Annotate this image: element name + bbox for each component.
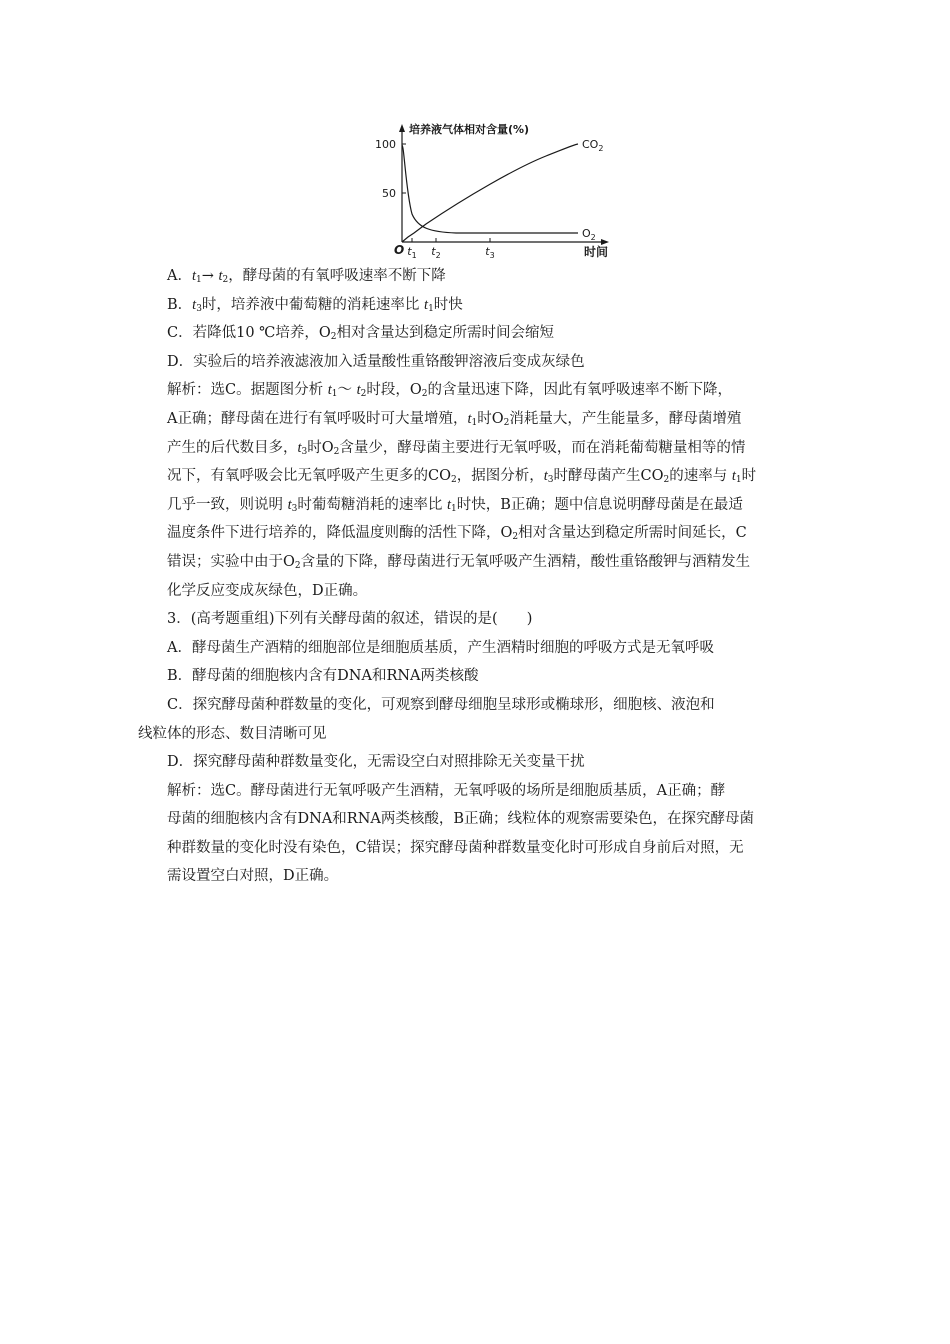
- series-line-co2: [402, 144, 578, 242]
- option-c: C．若降低10 ℃培养，$O_2$相对含量达到稳定所需时间会缩短: [167, 325, 555, 343]
- y-axis-arrow: [399, 124, 405, 132]
- page-content: [138, 262, 818, 891]
- q3-option-d: D．探究酵母菌种群数量变化，无需设空白对照排除无关变量干扰: [167, 754, 585, 771]
- q3-option-c: C．探究酵母菌种群数量的变化，可观察到酵母细胞呈球形或椭球形，细胞核、液泡和 线粒体的形态、数目清晰可见: [138, 696, 715, 742]
- option-b: B．$t_3$时，培养液中葡萄糖的消耗速率比 $t_1$时快: [167, 296, 463, 314]
- gas-content-chart: [366, 118, 616, 266]
- series-group: [402, 138, 603, 242]
- x-ticks: [407, 238, 494, 260]
- series-label-co2: $CO_2$: [582, 138, 604, 153]
- series-line-o2: [402, 145, 578, 233]
- q3-option-a: A．酵母菌生产酒精的细胞部位是细胞质基质，产生酒精时细胞的呼吸方式是无氧呼吸: [167, 639, 714, 656]
- option-a: A．$t_1\to t_2$，酵母菌的有氧呼吸速率不断下降: [167, 268, 446, 285]
- option-d: D．实验后的培养液滤液加入适量酸性重铬酸钾溶液后变成灰绿色: [167, 353, 585, 370]
- x-tick-label-t3: $t_3$: [485, 245, 495, 260]
- question3-options: [138, 634, 818, 777]
- question2-options: [138, 262, 818, 376]
- origin-label: O: [394, 243, 405, 257]
- question3-analysis: [138, 777, 818, 891]
- q3-option-b: B．酵母菌的细胞核内含有DNA和RNA两类核酸: [167, 668, 479, 685]
- x-axis-label: 时间: [584, 245, 609, 259]
- analysis-line: 解析：选C。据题图分析 $t_1\sim$ $t_2$时段，$O_2$的含量迅速下降，因此有氧呼吸速率不断下降，: [167, 382, 732, 400]
- x-tick-label-t2: $t_2$: [431, 245, 441, 260]
- analysis-line: 几乎一致，则说明 $t_3$时葡萄糖消耗的速率比 $t_1$时快，B正确；题中信息说明酵母菌是在最适: [167, 496, 743, 514]
- chart-svg: [366, 118, 616, 266]
- analysis-line: 产生的后代数目多，$t_3$时$O_2$含量少，酵母菌主要进行无氧呼吸，而在消耗葡萄糖量相等的情: [167, 439, 746, 457]
- analysis-line: 解析：选C。酵母菌进行无氧呼吸产生酒精，无氧呼吸的场所是细胞质基质，A正确；酵: [167, 782, 726, 799]
- analysis-line: 错误；实验中由于$O_2$含量的下降，酵母菌进行无氧呼吸产生酒精，酸性重铬酸钾与酒精发生: [167, 553, 751, 571]
- question3-stem: 3．(高考题重组)下列有关酵母菌的叙述，错误的是( ): [167, 611, 533, 628]
- y-axis-label: 培养液气体相对含量(%): [409, 123, 530, 136]
- y-tick-label-50: 50: [382, 187, 396, 200]
- analysis-line: 种群数量的变化时没有染色，C错误；探究酵母菌种群数量变化时可形成自身前后对照，无: [167, 839, 744, 856]
- y-tick-label-100: 100: [375, 138, 396, 151]
- analysis-line: A正确；酵母菌在进行有氧呼吸时可大量增殖，$t_1$时$O_2$消耗量大，产生能量多，酵母菌增殖: [167, 410, 742, 428]
- analysis-line: 母菌的细胞核内含有DNA和RNA两类核酸，B正确；线粒体的观察需要染色，在探究酵母菌: [167, 811, 755, 828]
- analysis-line: 况下，有氧呼吸会比无氧呼吸产生更多的$CO_2$，据图分析，$t_3$时酵母菌产生$CO_2$的速率与 $t_1$时: [167, 468, 757, 486]
- series-label-o2: $O_2$: [582, 227, 596, 242]
- question2-analysis: [138, 376, 818, 605]
- x-tick-label-t1: $t_1$: [407, 245, 417, 260]
- analysis-line: 温度条件下进行培养的，降低温度则酶的活性下降，$O_2$相对含量达到稳定所需时间延长，C: [167, 525, 747, 543]
- analysis-line: 需设置空白对照，D正确。: [167, 868, 339, 885]
- analysis-line: 化学反应变成灰绿色，D正确。: [167, 582, 368, 599]
